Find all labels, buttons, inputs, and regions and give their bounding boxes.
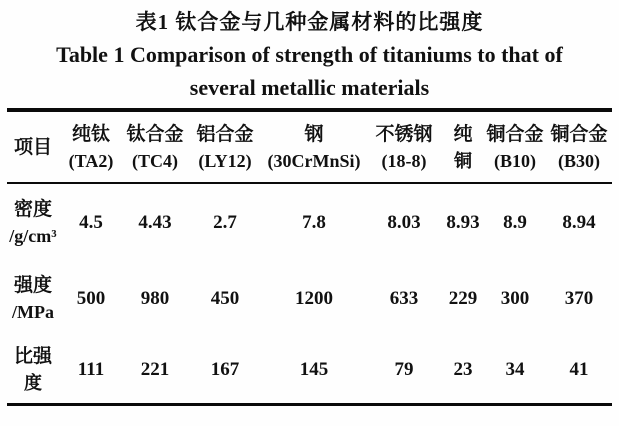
row-unit: /g/cm³ bbox=[9, 226, 57, 246]
table-header-row bbox=[7, 112, 612, 184]
column-header-cell bbox=[187, 121, 263, 174]
column-header-cell bbox=[263, 121, 365, 174]
column-header-name: 铝合金 bbox=[196, 123, 254, 145]
column-header-name: 铜合金 bbox=[550, 123, 608, 145]
value-cell: 4.43 bbox=[138, 212, 172, 233]
value-cell: 167 bbox=[210, 358, 240, 380]
column-header-grade: (TC4) bbox=[132, 150, 178, 171]
value-cell: 8.93 bbox=[446, 212, 480, 233]
value-cell: 8.9 bbox=[503, 212, 527, 233]
value-cell: 980 bbox=[140, 287, 170, 309]
row-label: 度 bbox=[24, 372, 42, 393]
comparison-table bbox=[7, 108, 612, 406]
column-header-grade: (TA2) bbox=[68, 150, 114, 171]
table-row-density bbox=[7, 184, 612, 261]
value-cell: 221 bbox=[140, 358, 170, 380]
table-row-specific-strength bbox=[7, 335, 612, 403]
value-cell: 633 bbox=[389, 287, 419, 309]
value-cell: 145 bbox=[299, 358, 329, 380]
table-title-english-line2: several metallic materials bbox=[189, 75, 430, 100]
column-header-grade: (B10) bbox=[494, 150, 536, 171]
column-header-grade: (30CrMnSi) bbox=[267, 150, 361, 171]
value-cell: 7.8 bbox=[302, 212, 326, 233]
row-unit: /MPa bbox=[12, 301, 54, 322]
column-header-name: 纯钛 bbox=[71, 123, 110, 145]
value-cell: 1200 bbox=[295, 287, 333, 309]
row-label: 比强 bbox=[13, 345, 52, 367]
column-header-grade: (18-8) bbox=[381, 150, 427, 171]
value-cell: 370 bbox=[564, 287, 594, 309]
value-cell: 41 bbox=[569, 358, 589, 380]
value-cell: 300 bbox=[500, 287, 530, 309]
row-label-cell bbox=[7, 196, 59, 249]
table-title-chinese: 表1 钛合金与几种金属材料的比强度 bbox=[135, 10, 484, 34]
corner-header-cell bbox=[7, 134, 59, 161]
column-header-cell bbox=[443, 121, 483, 174]
value-cell: 8.94 bbox=[562, 212, 596, 233]
row-label: 密度 bbox=[13, 199, 52, 220]
column-header-cell bbox=[483, 121, 547, 174]
column-header-cell bbox=[59, 121, 123, 174]
value-cell: 111 bbox=[77, 358, 105, 380]
column-header-cell bbox=[547, 121, 611, 174]
value-cell: 2.7 bbox=[213, 212, 237, 233]
value-cell: 4.5 bbox=[79, 212, 103, 233]
value-cell: 34 bbox=[505, 358, 525, 380]
value-cell: 8.03 bbox=[387, 212, 421, 233]
table-title-english-line1: Table 1 Comparison of strength of titaniums to that of bbox=[56, 42, 563, 67]
column-header-name: 钢 bbox=[304, 123, 324, 145]
column-header-cell bbox=[365, 121, 443, 174]
row-label-cell bbox=[7, 272, 59, 325]
column-header-name: 铜合金 bbox=[486, 123, 544, 145]
corner-header-label: 项目 bbox=[13, 136, 52, 158]
value-cell: 500 bbox=[76, 287, 106, 309]
column-header-name: 不锈钢 bbox=[375, 123, 433, 145]
table-row-strength bbox=[7, 261, 612, 335]
column-header-cell bbox=[123, 121, 187, 174]
column-header-name: 钛合金 bbox=[126, 123, 184, 145]
value-cell: 79 bbox=[394, 358, 414, 380]
value-cell: 23 bbox=[453, 358, 473, 380]
value-cell: 450 bbox=[210, 287, 240, 309]
row-label: 强度 bbox=[13, 274, 52, 296]
column-header-grade: (LY12) bbox=[198, 150, 252, 171]
column-header-grade: (B30) bbox=[558, 150, 600, 171]
column-header-name: 铜 bbox=[454, 150, 472, 171]
value-cell: 229 bbox=[448, 287, 478, 309]
row-label-cell bbox=[7, 343, 59, 396]
column-header-name: 纯 bbox=[453, 123, 473, 145]
